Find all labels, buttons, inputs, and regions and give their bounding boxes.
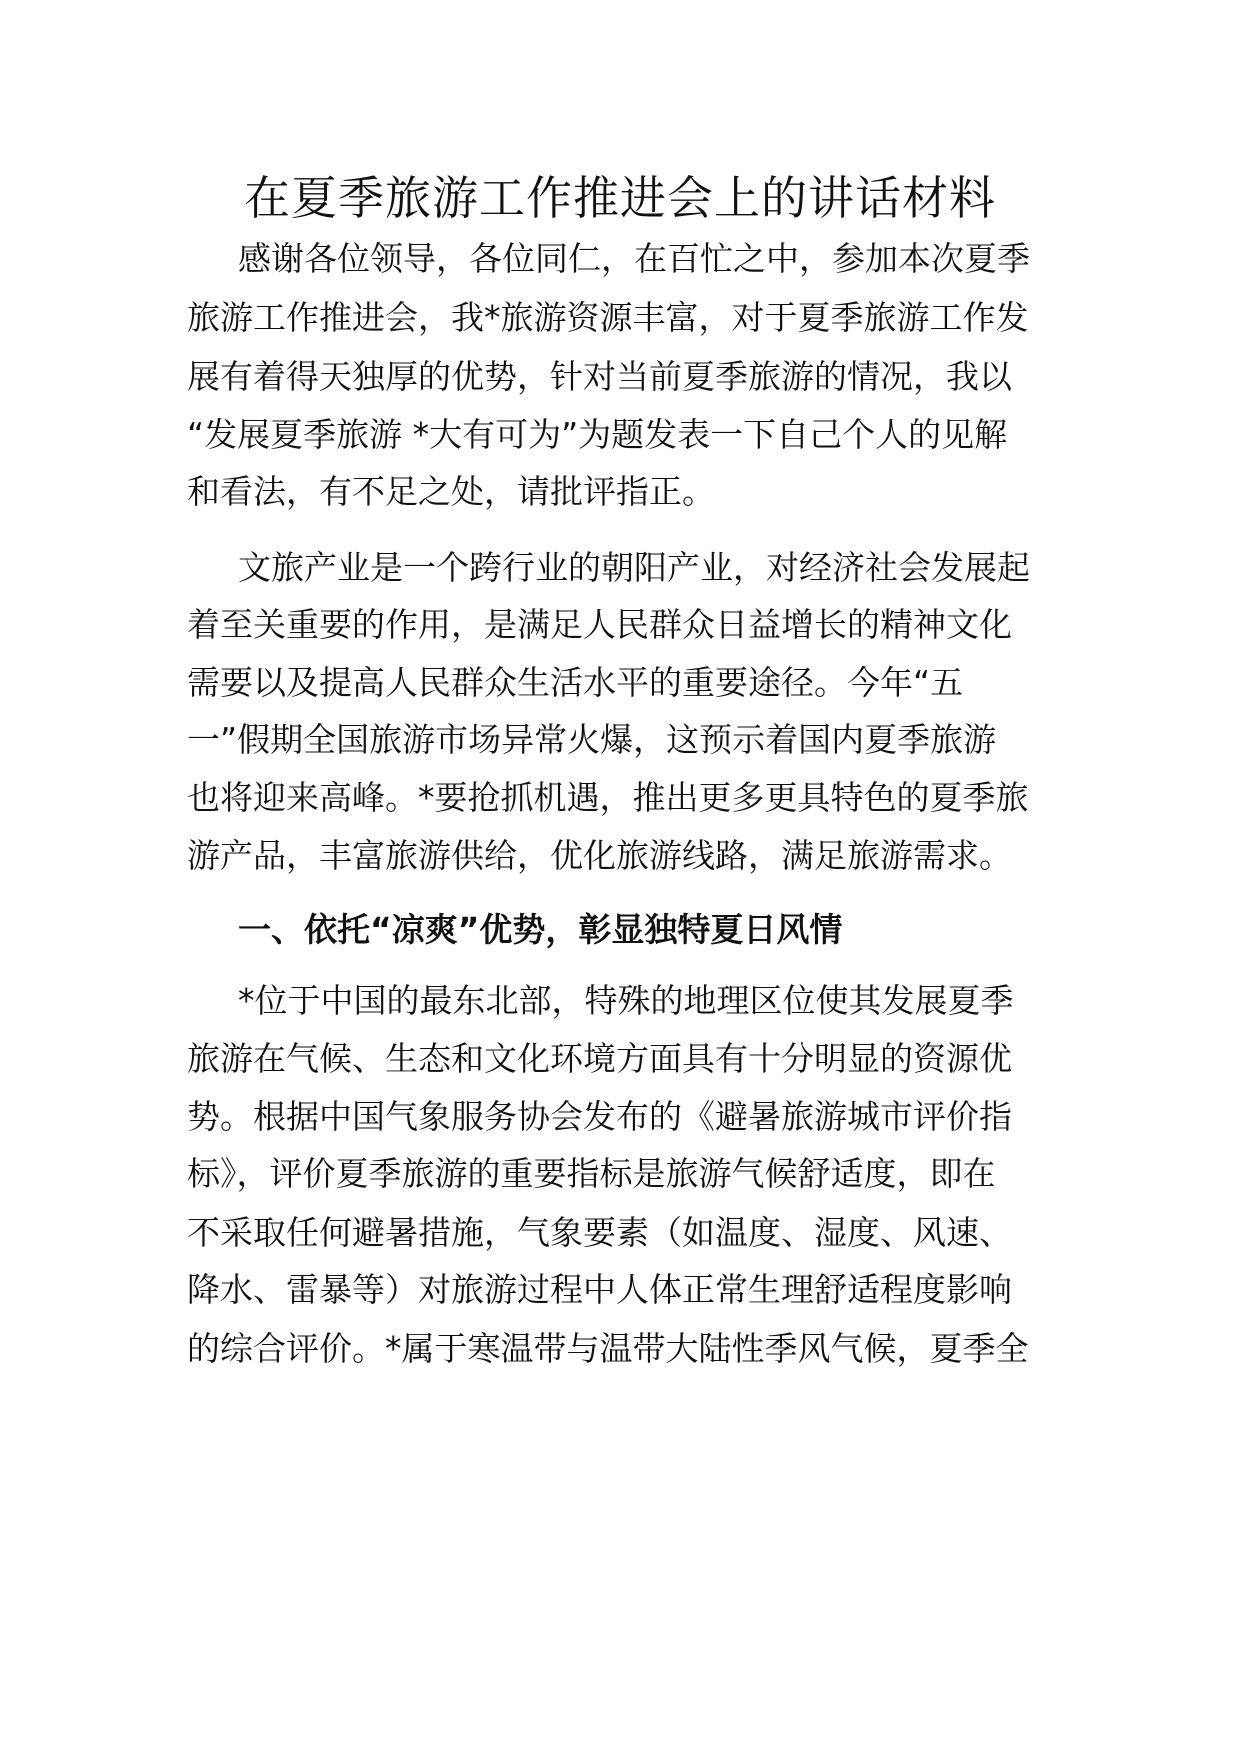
paragraph-1-line-3: 展有着得天独厚的优势，针对当前夏季旅游的情况，我以 — [187, 357, 1012, 396]
document-title: 在夏季旅游工作推进会上的讲话材料 — [244, 171, 996, 225]
paragraph-3-line-3: 势。根据中国气象服务协会发布的《避暑旅游城市评价指 — [187, 1097, 1012, 1136]
paragraph-3-line-5: 不采取任何避暑措施，气象要素（如温度、湿度、风速、 — [187, 1213, 1012, 1252]
paragraph-2-line-1: 文旅产业是一个跨行业的朝阳产业，对经济社会发展起 — [238, 548, 1030, 587]
paragraph-1-line-4: “发展夏季旅游 *大有可为”为题发表一下自己个人的见解 — [187, 415, 1008, 454]
paragraph-1-line-5: 和看法，有不足之处，请批评指正。 — [187, 472, 715, 511]
paragraph-3-line-1: *位于中国的最东北部，特殊的地理区位使其发展夏季 — [238, 981, 1014, 1020]
paragraph-2-line-6: 游产品，丰富旅游供给，优化旅游线路，满足旅游需求。 — [187, 836, 1012, 875]
paragraph-2-line-3: 需要以及提高人民群众生活水平的重要途径。今年“五 — [187, 663, 964, 702]
paragraph-2-line-4: 一”假期全国旅游市场异常火爆，这预示着国内夏季旅游 — [187, 720, 997, 759]
paragraph-3-line-2: 旅游在气候、生态和文化环境方面具有十分明显的资源优 — [187, 1039, 1012, 1078]
paragraph-2-line-5: 也将迎来高峰。*要抢抓机遇，推出更多更具特色的夏季旅 — [187, 778, 1029, 817]
paragraph-1-line-2: 旅游工作推进会，我*旅游资源丰富，对于夏季旅游工作发 — [187, 298, 1029, 337]
paragraph-3-line-4: 标》，评价夏季旅游的重要指标是旅游气候舒适度，即在 — [187, 1154, 996, 1193]
paragraph-1-line-1: 感谢各位领导，各位同仁，在百忙之中，参加本次夏季 — [238, 239, 1030, 278]
paragraph-3-line-7: 的综合评价。*属于寒温带与温带大陆性季风气候，夏季全 — [187, 1329, 1029, 1368]
section-heading-1: 一、依托“凉爽”优势，彰显独特夏日风情 — [238, 910, 843, 949]
paragraph-2-line-2: 着至关重要的作用，是满足人民群众日益增长的精神文化 — [187, 605, 1012, 644]
paragraph-3-line-6: 降水、雷暴等）对旅游过程中人体正常生理舒适程度影响 — [187, 1270, 1012, 1309]
